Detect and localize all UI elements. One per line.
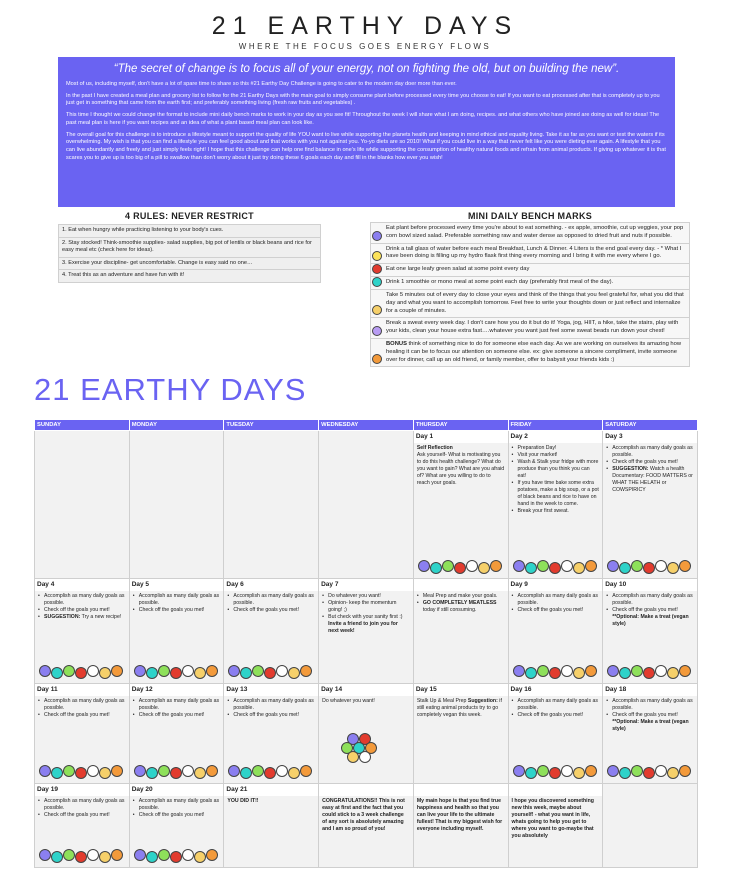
calendar-cell-empty (129, 431, 224, 579)
intro-paragraph: In the past I have created a meal plan and grocery list to follow for the 21 Earthy Days with the main goal to simply consume plant before processed every time you choose to eat! If you want to eat processed after that is completely up to you just get in something that came from the earth first; and preferably something living (fresh raw fruits and vegetables) . (66, 92, 660, 107)
day-text: YOU DID IT!! (227, 798, 259, 804)
day-task: • Accomplish as many daily goals as possible. (38, 798, 126, 812)
day-task: • If you have time bake some extra potatoes, make a big soup, or a pot of black beans and rice to have on hand in the week to come. (512, 480, 600, 508)
goal-checkbox[interactable] (631, 665, 643, 677)
goal-checkbox[interactable] (288, 667, 300, 679)
goal-checkbox[interactable] (418, 560, 430, 572)
goal-checkbox[interactable] (39, 765, 51, 777)
day-task: • Do whatever you want! (322, 593, 410, 600)
calendar-cell-day3 (603, 431, 698, 579)
goal-checkboxes[interactable] (607, 560, 689, 574)
bench-color-dot (372, 251, 382, 261)
day-task: • Accomplish as many daily goals as possible. (512, 593, 600, 607)
day-number: Day 1 (415, 433, 434, 440)
bench-color-dot (372, 305, 382, 315)
optional-treat: **Optional: Make a treat (vegan style) (612, 719, 689, 733)
day15-text: if still eating animal products try to go completely vegan this week. (416, 698, 502, 719)
bench-item-text: Eat plant before processed every time you're about to eat something. - ex apple, smoothie, cut up veggies, your pop corn bowl sized salad. Preferable something raw and water dense as opposed to dried fruit and nuts if possible. (386, 225, 684, 239)
goal-checkbox[interactable] (134, 849, 146, 861)
goal-checkbox[interactable] (158, 765, 170, 777)
hope-text: My main hope is that you find true happiness and health so that you can live your life to the ultimate fullest! That is my biggest wish for everyone including myself. (416, 798, 503, 833)
goal-checkbox[interactable] (134, 765, 146, 777)
goal-checkbox[interactable] (240, 767, 252, 779)
goal-checkbox[interactable] (607, 560, 619, 572)
weekday-header: TUESDAY (224, 420, 319, 431)
goal-checkbox[interactable] (561, 665, 573, 677)
goal-checkboxes[interactable] (228, 665, 310, 679)
goal-checkboxes[interactable] (513, 560, 595, 574)
day-task: • Check off the goals you met! (512, 712, 600, 719)
weekday-header: SUNDAY (35, 420, 130, 431)
goal-checkboxes[interactable] (513, 665, 595, 679)
calendar-cell-discover (508, 784, 603, 868)
goal-checkbox[interactable] (252, 765, 264, 777)
goal-checkbox[interactable] (288, 767, 300, 779)
goal-checkbox[interactable] (146, 767, 158, 779)
bench-item (370, 289, 690, 317)
goal-checkboxes[interactable] (134, 849, 216, 863)
goal-checkbox[interactable] (561, 765, 573, 777)
calendar-cell-empty (603, 784, 698, 868)
goal-checkbox[interactable] (158, 849, 170, 861)
calendar-cell-day20 (129, 784, 224, 868)
calendar-cell-day2 (508, 431, 603, 579)
day-number: Day 12 (131, 686, 153, 693)
goal-checkbox[interactable] (549, 562, 561, 574)
weekday-header: FRIDAY (508, 420, 603, 431)
goal-checkbox[interactable] (490, 560, 502, 572)
bench-color-dot (372, 354, 382, 364)
calendar-week-row (35, 431, 698, 579)
day-task (322, 614, 410, 635)
goal-checkbox[interactable] (513, 765, 525, 777)
day-task: • Check off the goals you met! (606, 712, 694, 719)
bench-item-text: think of something nice to do for someone else each day. As we are working on ourselves its amazing how healing it can be to focus our attention on someone else. ex: give someone a sincere compliment, invite someone over for dinner, call up an old friend, or family member, offer to babysit your friends kids :) (386, 340, 682, 363)
goal-checkbox[interactable] (87, 765, 99, 777)
goal-checkbox[interactable] (170, 667, 182, 679)
day-suggestion (38, 614, 126, 621)
day-task: • Accomplish as many daily goals as possible. (227, 698, 315, 712)
bench-item-text: Drink a tall glass of water before each meal Breakfast, Lunch & Dinner. 4 Liters is the end goal every day. - * What I have been doing is filling up my hydro flask first thing every morning and I bring it with me every where I go. (386, 245, 682, 260)
day-task: • Check off the goals you met! (606, 607, 694, 614)
suggestion-text: Watch a health Documentary: FOOD MATTERS or WHAT THE HELATH or COWSPIRICY (612, 466, 693, 494)
calendar-cell-empty (35, 431, 130, 579)
suggestion-text: Try a new recipe! (80, 614, 122, 621)
bench-color-dot (372, 326, 382, 336)
day-task: • Accomplish as many daily goals as possible. (512, 698, 600, 712)
goal-checkbox[interactable] (430, 562, 442, 574)
rule-item: 4. Treat this as an adventure and have fun with it! (58, 269, 321, 283)
goal-checkbox[interactable] (99, 851, 111, 863)
day-task: • Preparation Day! (512, 445, 600, 452)
goal-checkbox[interactable] (75, 667, 87, 679)
day-task-text: But check with your sanity first :) (328, 614, 403, 621)
goal-checkboxes[interactable] (607, 665, 689, 679)
goal-checkbox[interactable] (513, 665, 525, 677)
day-number: Day 2 (510, 433, 528, 440)
goal-checkbox[interactable] (39, 665, 51, 677)
goal-checkbox[interactable] (170, 767, 182, 779)
congrats-text: CONGRATULATIONS!! This is not easy at first and the fact that you could stick to a 3 week challenge of any sort is absolutely amazing and I am so proud of you! (322, 798, 405, 833)
goal-checkboxes[interactable] (39, 665, 121, 679)
goal-checkbox[interactable] (619, 667, 631, 679)
day-task: • Meal Prep and make your goals. (417, 593, 505, 600)
goal-checkbox[interactable] (679, 665, 691, 677)
day-task (417, 600, 505, 614)
goal-checkbox[interactable] (607, 765, 619, 777)
day-task: • Check off the goals you met! (38, 812, 126, 819)
invite-text: Invite a friend to join you for next week! (328, 621, 398, 635)
calendar-week-row (35, 784, 698, 868)
day-number: Day 15 (415, 686, 437, 693)
calendar-cell-day13 (224, 684, 319, 784)
bench-item (370, 338, 690, 367)
day-number: Day 4 (37, 581, 55, 588)
day-number: Day 5 (131, 581, 150, 588)
goal-checkbox[interactable] (182, 849, 194, 861)
bench-item (370, 222, 690, 243)
day-number: Day 3 (605, 433, 623, 440)
goal-checkbox[interactable] (537, 560, 549, 572)
goal-checkboxes[interactable] (341, 733, 381, 763)
goal-checkbox[interactable] (170, 851, 182, 863)
weekday-header: SATURDAY (603, 420, 698, 431)
goal-checkbox[interactable] (75, 767, 87, 779)
goal-checkbox[interactable] (194, 851, 206, 863)
rule-item: 2. Stay stocked! Think-smoothie supplies- salad supplies, big pot of lentils or black beans and rice for easy meal etc (check here for ideas). (58, 237, 321, 257)
day-suggestion (606, 466, 694, 494)
discover-text: I hope you discovered something new this week, maybe about yourself! - what you want in life, whats going to help you get to where you want to go-maybe that you absolutely (511, 798, 594, 840)
day-task: • Visit your market! (512, 452, 600, 459)
day-task: • Wash & Stalk your fridge with more produce than you think you can eat! (512, 459, 600, 480)
bench-item-text: Take 5 minutes out of every day to close your eyes and think of the things that you feel grateful for, what you did that day and what you want to accomplish tomorrow. Feel free to write your thoughts down or just reflect and internalize for a couple of minutes. (386, 291, 684, 314)
day-task: • Check off the goals you met! (133, 812, 221, 819)
day-number: Day 10 (605, 581, 627, 588)
goal-checkbox[interactable] (655, 765, 667, 777)
calendar-cell-day5 (129, 579, 224, 684)
goal-checkbox[interactable] (667, 767, 679, 779)
suggestion-label: SUGGESTION: (44, 614, 81, 621)
goal-checkbox[interactable] (276, 765, 288, 777)
goal-checkbox[interactable] (525, 767, 537, 779)
goal-checkbox[interactable] (146, 851, 158, 863)
bench-title: MINI DAILY BENCH MARKS (467, 211, 593, 221)
day-number: Day 16 (510, 686, 532, 693)
day-number: Day 18 (605, 686, 627, 693)
calendar-cell-empty (319, 431, 414, 579)
goal-checkbox[interactable] (300, 765, 312, 777)
day-number: Day 20 (131, 786, 153, 793)
calendar-cell-congrats (319, 784, 414, 868)
intro-quote: “The secret of change is to focus all of your energy, not on fighting the old, but on building the new”. (113, 63, 620, 75)
goal-checkbox[interactable] (667, 562, 679, 574)
day-task: • Accomplish as many daily goals as possible. (606, 698, 694, 712)
day-number: Day 13 (226, 686, 248, 693)
calendar-cell-day8 (413, 579, 508, 684)
rules-list (58, 224, 321, 283)
calendar-cell-day10 (603, 579, 698, 684)
goal-checkbox[interactable] (573, 667, 585, 679)
day-task: • Accomplish as many daily goals as possible. (133, 698, 221, 712)
bench-color-dot (372, 277, 382, 287)
bench-item-text: Drink 1 smoothie or mono meal at some point each day (preferably first meal of the day). (386, 279, 614, 286)
goal-checkbox[interactable] (51, 851, 63, 863)
day-text: Ask yourself- What is motivating you to do this health challenge? What do you want to gain? What are you afraid of? What are you willing to do to reach your goals. (416, 452, 505, 487)
goal-checkbox[interactable] (585, 560, 597, 572)
calendar-cell-day19 (35, 784, 130, 868)
goal-checkbox[interactable] (228, 665, 240, 677)
goal-checkbox[interactable] (146, 667, 158, 679)
intro-paragraph: This time I thought we could change the format to include mini daily bench marks to work in your day as you see fit! Throughout the week I will share what I am doing, recipes. and what others who have joined are doing as well for ideas! The past meal plan is here if you want recipes and an idea of what a plant based meal plan can look like. (66, 112, 660, 126)
bench-item (370, 317, 690, 338)
goal-checkbox[interactable] (585, 665, 597, 677)
goal-checkbox[interactable] (194, 667, 206, 679)
weekday-header: WEDNESDAY (319, 420, 414, 431)
goal-checkboxes[interactable] (39, 765, 121, 779)
calendar-cell-day9 (508, 579, 603, 684)
goal-checkbox[interactable] (537, 765, 549, 777)
rules-title: 4 RULES: NEVER RESTRICT (125, 211, 254, 221)
goal-checkbox[interactable] (39, 849, 51, 861)
goal-checkbox[interactable] (99, 667, 111, 679)
goal-checkbox[interactable] (206, 849, 218, 861)
intro-paragraph: The overall goal for this challenge is to introduce a lifestyle meant to support the quality of life YOU want to live while supporting the planets health and keeping in mind ethical and equality living. Take it as far as you want or test the waters if its overwhelming. My wish is that you can find a lifestyle you can feel good about and that works with you not against you. Yo-yo diets are so 2010! What if you could live in a way that never felt like you were dieting ever again. A lifestyle that you can live abundantly and freely and just simply feels right! I hope that this challenge can help one find balance in one's life while supporting the consumption of healthy natural foods and refrain from animal products. If giving up whatever it is that scares you to give up is too big of a pill to swallow than don't worry about it just try doing these 6 goals each day and fill in the blanks how ever you wish! (66, 131, 666, 161)
goal-checkbox[interactable] (549, 767, 561, 779)
page-subtitle: WHERE THE FOCUS GOES ENERGY FLOWS (238, 42, 492, 51)
day-number: Day 19 (37, 786, 58, 793)
goal-checkbox[interactable] (51, 767, 63, 779)
goal-checkbox[interactable] (264, 767, 276, 779)
day-task: • Accomplish as many daily goals as possible. (133, 798, 221, 812)
calendar-cell-day14 (319, 684, 414, 784)
goal-checkbox[interactable] (631, 560, 643, 572)
goal-checkbox[interactable] (549, 667, 561, 679)
goal-checkbox[interactable] (513, 560, 525, 572)
goal-checkbox[interactable] (643, 562, 655, 574)
goal-checkbox[interactable] (573, 562, 585, 574)
day-task: • Check off the goals you met! (38, 607, 126, 614)
day-task: • Check off the goals you met! (227, 607, 315, 614)
weekday-header: MONDAY (129, 420, 224, 431)
goal-checkboxes[interactable] (134, 765, 216, 779)
goal-checkbox[interactable] (347, 751, 359, 763)
day-task: • Check off the goals you met! (512, 607, 600, 614)
goal-checkbox[interactable] (359, 751, 371, 763)
goal-checkbox[interactable] (631, 765, 643, 777)
calendar-cell-day7 (319, 579, 414, 684)
goal-checkbox[interactable] (182, 665, 194, 677)
goal-checkbox[interactable] (276, 665, 288, 677)
day-number: Day 14 (321, 686, 343, 693)
goal-checkbox[interactable] (679, 765, 691, 777)
goal-checkbox[interactable] (158, 665, 170, 677)
goal-checkbox[interactable] (75, 851, 87, 863)
calendar-week-row (35, 684, 698, 784)
goal-checkbox[interactable] (525, 667, 537, 679)
goal-checkbox[interactable] (679, 560, 691, 572)
goal-checkbox[interactable] (206, 665, 218, 677)
bench-item-text: Eat one large leafy green salad at some point every day (386, 266, 530, 273)
goal-checkbox[interactable] (111, 665, 123, 677)
goal-checkbox[interactable] (619, 562, 631, 574)
day-task: • Accomplish as many daily goals as possible. (227, 593, 315, 607)
goal-checkbox[interactable] (667, 667, 679, 679)
day-number: Day 6 (226, 581, 244, 588)
bench-item-text: Break a sweat every week day. I don't care how you do it but do it! Yoga, jog, HIIT, a hike, take the stairs, play with your kids, clean your house extra fast….whatever you want just feel some sweat beads run down your chest! (386, 320, 679, 335)
calendar-cell-day11 (35, 684, 130, 784)
day-task: • Accomplish as many daily goals as possible. (133, 593, 221, 607)
meatless-text: GO COMPLETELY MEATLESS (422, 600, 497, 607)
goal-checkbox[interactable] (63, 849, 75, 861)
bench-list (370, 222, 690, 367)
day-task: • Accomplish as many daily goals as possible. (38, 698, 126, 712)
calendar-cell-day18 (603, 684, 698, 784)
bench-item (370, 243, 690, 264)
goal-checkbox[interactable] (240, 667, 252, 679)
calendar-cell-day4 (35, 579, 130, 684)
day-task: • Accomplish as many daily goals as possible. (38, 593, 126, 607)
day-number: Day 7 (321, 581, 339, 588)
suggestion-label: SUGGESTION: (612, 466, 649, 473)
day-task: • Opinion- keep the momentum going! ;) (322, 600, 410, 614)
goal-checkbox[interactable] (264, 667, 276, 679)
goal-checkboxes[interactable] (134, 665, 216, 679)
calendar-cell-day6 (224, 579, 319, 684)
goal-checkbox[interactable] (182, 765, 194, 777)
calendar-title: 21 EARTHY DAYS (34, 372, 307, 407)
goal-checkboxes[interactable] (228, 765, 310, 779)
goal-checkbox[interactable] (454, 562, 466, 574)
goal-checkbox[interactable] (655, 560, 667, 572)
calendar-cell-empty (224, 431, 319, 579)
goal-checkbox[interactable] (525, 562, 537, 574)
goal-checkbox[interactable] (607, 665, 619, 677)
goal-checkboxes[interactable] (39, 849, 121, 863)
goal-checkbox[interactable] (619, 767, 631, 779)
calendar-table (34, 419, 698, 868)
goal-checkbox[interactable] (206, 765, 218, 777)
goal-checkbox[interactable] (442, 560, 454, 572)
intro-box (58, 57, 675, 207)
day-task: • Accomplish as many daily goals as possible. (606, 445, 694, 459)
goal-checkbox[interactable] (573, 767, 585, 779)
weekday-header-row (35, 420, 698, 431)
day-number: Day 21 (226, 786, 248, 793)
goal-checkbox[interactable] (228, 765, 240, 777)
goal-checkbox[interactable] (643, 667, 655, 679)
goal-checkbox[interactable] (63, 765, 75, 777)
intro-paragraph: Most of us, including myself, don't have a lot of spare time to share so this #21 Earthy Day Challenge is going to cater to the modern day doer more than ever. (66, 81, 457, 87)
day-heading: Self Reflection (416, 445, 453, 451)
day-task: • Check off the goals you met! (133, 607, 221, 614)
bench-color-dot (372, 264, 382, 274)
goal-checkbox[interactable] (87, 849, 99, 861)
day-task: • Check off the goals you met! (606, 459, 694, 466)
goal-checkbox[interactable] (537, 665, 549, 677)
goal-checkbox[interactable] (99, 767, 111, 779)
goal-checkbox[interactable] (111, 849, 123, 861)
goal-checkbox[interactable] (194, 767, 206, 779)
bench-item-bold: BONUS (386, 340, 407, 347)
goal-checkbox[interactable] (134, 665, 146, 677)
goal-checkboxes[interactable] (513, 765, 595, 779)
goal-checkbox[interactable] (252, 665, 264, 677)
goal-checkbox[interactable] (643, 767, 655, 779)
calendar-cell-hope (413, 784, 508, 868)
day15-suggestion-label: Suggestion: (467, 698, 498, 704)
day15-lead: Stalk Up & Meal Prep (416, 698, 468, 704)
calendar-cell-day1 (413, 431, 508, 579)
calendar-cell-day12 (129, 684, 224, 784)
calendar-week-row (35, 579, 698, 684)
calendar-cell-day21 (224, 784, 319, 868)
weekday-header: THURSDAY (413, 420, 508, 431)
goal-checkbox[interactable] (51, 667, 63, 679)
calendar-cell-day15 (413, 684, 508, 784)
day-number: Day 9 (510, 581, 528, 588)
bench-item (370, 263, 690, 276)
day-text: Do whatever you want! (322, 698, 375, 704)
rule-item: 1. Eat when hungry while practicing listening to your body's cues. (58, 224, 321, 237)
goal-checkboxes[interactable] (418, 560, 500, 574)
day-task: • Break your first sweat. (512, 508, 600, 515)
goal-checkbox[interactable] (63, 665, 75, 677)
goal-checkbox[interactable] (111, 765, 123, 777)
day-number: Day 11 (37, 686, 58, 693)
goal-checkbox[interactable] (655, 665, 667, 677)
goal-checkboxes[interactable] (607, 765, 689, 779)
bench-item (370, 276, 690, 289)
goal-checkbox[interactable] (585, 765, 597, 777)
goal-checkbox[interactable] (466, 560, 478, 572)
goal-checkbox[interactable] (300, 665, 312, 677)
optional-treat: **Optional: Make a treat (vegan style) (612, 614, 689, 628)
goal-checkbox[interactable] (561, 560, 573, 572)
day-task: • Check off the goals you met! (227, 712, 315, 719)
rule-item: 3. Exercise your discipline- get uncomfortable. Change is easy said no one… (58, 257, 321, 270)
page-title: 21 EARTHY DAYS (211, 12, 519, 40)
calendar-cell-day16 (508, 684, 603, 784)
day-task: • Check off the goals you met! (133, 712, 221, 719)
goal-checkbox[interactable] (87, 665, 99, 677)
day-task: • Check off the goals you met! (38, 712, 126, 719)
goal-checkbox[interactable] (478, 562, 490, 574)
bench-color-dot (372, 231, 382, 241)
day-task: • Accomplish as many daily goals as possible. (606, 593, 694, 607)
meatless-tail: today if still consuming. (422, 607, 477, 614)
